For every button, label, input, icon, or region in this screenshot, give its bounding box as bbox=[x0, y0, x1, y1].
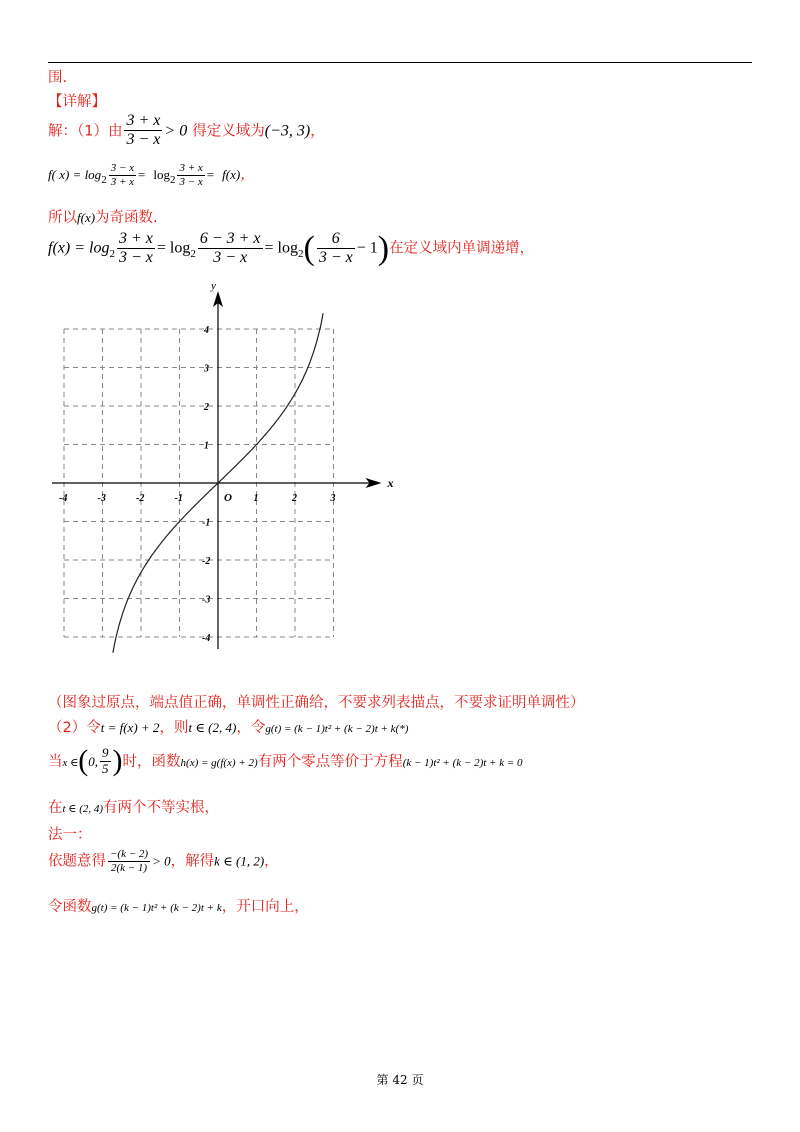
roots-lead: 在 bbox=[48, 800, 63, 816]
part2-mid: ，则 bbox=[159, 720, 189, 736]
y-tick-label: -2 bbox=[202, 556, 211, 567]
conclusion-lead: 所以 bbox=[48, 210, 77, 226]
domain-fraction bbox=[124, 112, 162, 150]
y-tick-label: -1 bbox=[202, 517, 211, 529]
condition-mid: ，解得 bbox=[170, 853, 215, 870]
equals-sign: = bbox=[138, 166, 146, 182]
log-base-3: 2 bbox=[298, 247, 304, 260]
solution-line-1 bbox=[48, 112, 325, 150]
zeros-mid: 时，函数 bbox=[122, 753, 181, 770]
part2-lead: （2）令 bbox=[48, 720, 101, 736]
odd-conclusion bbox=[48, 206, 158, 227]
condition-lead: 依题意得 bbox=[48, 853, 106, 870]
log-base-2: 2 bbox=[169, 174, 176, 186]
monotonic-text: 在定义域内单调递增， bbox=[389, 240, 535, 257]
part2-mid2: ，令 bbox=[236, 720, 266, 736]
right-paren: ) bbox=[112, 744, 123, 778]
axis-condition-line bbox=[48, 848, 279, 874]
x-tick-label: -3 bbox=[97, 493, 106, 504]
equals-sign: = bbox=[206, 166, 215, 182]
g-function-line bbox=[48, 895, 309, 916]
fx-rhs: f(x) bbox=[222, 166, 241, 182]
solution-lead: 解：（1）由 bbox=[48, 123, 123, 140]
left-paren: ( bbox=[78, 744, 89, 778]
fraction-numerator: 9 bbox=[102, 745, 109, 760]
left-paren: ( bbox=[303, 229, 315, 267]
x-tick-label: 3 bbox=[330, 493, 336, 504]
inequality: > 0 bbox=[152, 853, 171, 869]
fx-symbol: f(x) bbox=[77, 210, 96, 225]
fraction-1 bbox=[117, 230, 155, 268]
fraction-numerator: −(k − 2) bbox=[110, 848, 149, 860]
y-tick-label: 3 bbox=[204, 363, 209, 375]
y-tick-label: -3 bbox=[202, 594, 211, 606]
fraction-denominator: 5 bbox=[102, 760, 109, 776]
log-base-2: 2 bbox=[190, 247, 196, 260]
roots-line bbox=[48, 796, 219, 817]
equals-log: = log bbox=[156, 239, 191, 257]
odd-function-proof bbox=[48, 162, 255, 188]
x-tick-label: -2 bbox=[136, 493, 145, 504]
nine-fifths bbox=[100, 746, 111, 777]
fraction-numerator: 3 − x bbox=[110, 162, 134, 174]
header-rule bbox=[48, 62, 752, 63]
y-tick-label: 4 bbox=[204, 325, 209, 336]
x-tick-label: 2 bbox=[292, 493, 297, 504]
t-range: t ∈ (2, 4) bbox=[62, 803, 104, 815]
fraction-2 bbox=[177, 162, 204, 188]
fraction-numerator: 3 + x bbox=[117, 230, 155, 249]
monotonic-line bbox=[48, 230, 534, 268]
conclusion-tail: 为奇函数. bbox=[95, 210, 158, 226]
y-tick-label: 1 bbox=[204, 440, 209, 452]
zeros-mid2: 有两个零点等价于方程 bbox=[257, 753, 403, 770]
g-definition: g(t) = (k − 1)t² + (k − 2)t + k(*) bbox=[265, 723, 409, 735]
roots-tail: 有两个不等实根， bbox=[103, 800, 220, 816]
grading-note: （图象过原点，端点值正确，单调性正确给，不要求列表描点，不要求证明单调性） bbox=[48, 695, 585, 711]
fraction-numerator: 6 − 3 + x bbox=[198, 230, 263, 249]
substitution: t = f(x) + 2 bbox=[100, 720, 160, 735]
t-range: t ∈ (2, 4) bbox=[188, 720, 237, 735]
domain-text: 得定义域为 bbox=[192, 123, 265, 140]
fraction-denominator: 3 − x bbox=[118, 249, 153, 267]
neg-log: log bbox=[153, 166, 170, 182]
h-definition: h(x) = g(f(x) + 2) bbox=[180, 756, 258, 769]
function-graph bbox=[48, 280, 408, 660]
fraction-1 bbox=[109, 162, 136, 188]
g-expression: g(t) = (k − 1)t² + (k − 2)t + k bbox=[91, 902, 222, 914]
equals-log-2: = log bbox=[264, 239, 298, 257]
fraction-3 bbox=[317, 230, 355, 268]
fraction-denominator: 3 − x bbox=[213, 249, 248, 267]
fraction-numerator: 6 bbox=[317, 230, 355, 249]
zeros-lead: 当 bbox=[48, 753, 63, 770]
right-paren: ) bbox=[377, 229, 390, 267]
fraction-denominator: 3 − x bbox=[179, 175, 203, 188]
fraction-denominator: 2(k − 1) bbox=[110, 861, 148, 874]
minus-one: − 1 bbox=[356, 239, 378, 257]
log-base: 2 bbox=[109, 247, 115, 260]
fraction-numerator: 3 + x bbox=[124, 112, 162, 131]
zeros-line bbox=[48, 746, 523, 777]
fraction-2 bbox=[198, 230, 263, 268]
fx-lhs: f(x) = log bbox=[48, 239, 110, 257]
part2-line bbox=[48, 716, 408, 737]
fraction-numerator: 3 + x bbox=[179, 162, 203, 174]
quadratic-equation: (k − 1)t² + (k − 2)t + k = 0 bbox=[402, 756, 523, 769]
inequality: > 0 bbox=[164, 122, 188, 140]
page-number: 第 42 页 bbox=[376, 1073, 424, 1087]
y-tick-label: -4 bbox=[202, 633, 211, 644]
x-tick-label: -1 bbox=[174, 493, 183, 504]
fraction-denominator: 3 − x bbox=[318, 249, 353, 267]
x-tick-label: 1 bbox=[253, 493, 259, 504]
method-one-heading: 法一： bbox=[48, 827, 92, 843]
x-in: x ∈ bbox=[62, 756, 79, 769]
interval-left: 0, bbox=[88, 753, 99, 769]
g-tail: ，开口向上， bbox=[221, 899, 309, 915]
k-range: k ∈ (1, 2) bbox=[214, 853, 265, 869]
y-tick-label: 2 bbox=[204, 402, 209, 413]
fx-lhs: f( x) = log bbox=[48, 166, 102, 182]
section-heading: 【详解】 bbox=[48, 94, 106, 110]
x-axis-label: x bbox=[387, 476, 394, 490]
line-tail: ， bbox=[310, 123, 325, 140]
fraction-denominator: 3 + x bbox=[110, 175, 134, 188]
domain-interval: (−3, 3) bbox=[264, 122, 311, 140]
continuation-text: 围. bbox=[48, 70, 68, 86]
axis-fraction bbox=[108, 848, 150, 874]
origin-label: O bbox=[224, 492, 232, 504]
g-lead: 令函数 bbox=[48, 899, 92, 915]
y-axis-label: y bbox=[211, 280, 216, 292]
log-base: 2 bbox=[101, 174, 107, 186]
fraction-denominator: 3 − x bbox=[126, 131, 161, 149]
x-tick-label: -4 bbox=[59, 493, 68, 504]
condition-tail: ， bbox=[264, 853, 279, 870]
line-tail: ， bbox=[240, 166, 255, 183]
